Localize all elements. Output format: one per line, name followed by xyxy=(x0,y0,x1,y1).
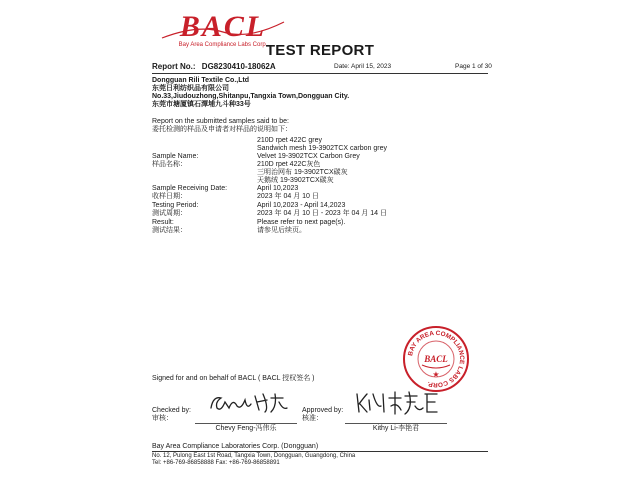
svg-text:★: ★ xyxy=(432,370,440,379)
report-number-label: Report No.: xyxy=(152,62,196,71)
report-number xyxy=(152,63,276,71)
svg-text:BAY AREA COMPLIANCE LABS CORP.: BAY AREA COMPLIANCE LABS CORP. xyxy=(407,329,466,389)
receiving-label-cn: 收样日期： xyxy=(152,193,187,200)
sample-line: 三明治网布 19-3902TCX碳灰 xyxy=(257,169,348,176)
result-label-en: Result: xyxy=(152,219,174,226)
logo-subtitle: Bay Area Compliance Labs Corp. xyxy=(178,42,268,48)
result-label-cn: 测试结果： xyxy=(152,227,187,234)
checked-signature-line xyxy=(195,423,297,424)
testing-value-en: April 10,2023 - April 14,2023 xyxy=(257,202,346,209)
checked-by-label-cn: 审核： xyxy=(152,415,173,422)
approved-by-label-en: Approved by: xyxy=(302,407,344,414)
report-date: Date: April 15, 2023 xyxy=(334,63,392,70)
sample-line: 210D rpet 422C灰色 xyxy=(257,161,321,168)
checked-by-name: Chevy Feng-冯伟乐 xyxy=(215,425,277,432)
checked-by-label-en: Checked by: xyxy=(152,407,191,414)
applicant-address-en: No.33,Jiudouzhong,Shitanpu,Tangxia Town,Dongguan City. xyxy=(152,93,350,100)
logo-word: BACL xyxy=(179,10,267,43)
result-value-en: Please refer to next page(s). xyxy=(257,219,346,226)
sample-line: 天鹅绒 19-3902TCX碳灰 xyxy=(257,177,334,184)
approved-by-label-cn: 核准： xyxy=(302,415,323,422)
footer-address: No. 12, Pulong East 1st Road, Tangxia Town, Dongguan, Guangdong, China xyxy=(152,453,356,459)
header-divider xyxy=(152,73,488,74)
checked-signature xyxy=(207,388,292,416)
approved-signature xyxy=(355,388,440,416)
result-value-cn: 请参见后续页。 xyxy=(257,227,306,234)
applicant-name-cn: 东莞日利纺织品有限公司 xyxy=(152,85,229,92)
company-seal-stamp xyxy=(402,325,470,393)
sample-line: Velvet 19-3902TCX Carbon Grey xyxy=(257,153,360,160)
applicant-address-cn: 东莞市塘厦镇石潭埔九斗种33号 xyxy=(152,101,251,108)
applicant-name-en: Dongguan Rili Textile Co.,Ltd xyxy=(152,77,250,84)
sample-name-label-en: Sample Name: xyxy=(152,153,199,160)
sample-line: 210D rpet 422C grey xyxy=(257,137,322,144)
signature-icon xyxy=(207,388,292,416)
testing-value-cn: 2023 年 04 月 10 日 - 2023 年 04 月 14 日 xyxy=(257,210,387,217)
signature-icon xyxy=(355,388,440,416)
sample-line: Sandwich mesh 19-3902TCX carbon grey xyxy=(257,145,387,152)
approved-by-name: Kithy Li-李艳君 xyxy=(372,425,420,432)
report-number-value: DG8230410-18062A xyxy=(201,62,276,71)
testing-label-cn: 测试周期： xyxy=(152,210,187,217)
page-number: Page 1 of 30 xyxy=(455,63,492,70)
footer-contact: Tel: +86-769-86858888 Fax: +86-769-86858891 xyxy=(152,460,280,466)
svg-text:BACL: BACL xyxy=(424,354,448,364)
approved-signature-line xyxy=(345,423,447,424)
receiving-label-en: Sample Receiving Date: xyxy=(152,185,228,192)
intro-cn: 委托检测的样品及申请者对样品的说明如下： xyxy=(152,126,292,133)
sample-name-label-cn: 样品名称： xyxy=(152,161,187,168)
footer-company: Bay Area Compliance Laboratories Corp. (Dongguan) xyxy=(152,443,319,450)
page-title: TEST REPORT xyxy=(265,42,375,59)
receiving-value-en: April 10,2023 xyxy=(257,185,299,192)
seal-icon xyxy=(402,325,470,393)
testing-label-en: Testing Period: xyxy=(152,202,199,209)
intro-en: Report on the submitted samples said to be: xyxy=(152,118,289,125)
signed-for-statement: Signed for and on behalf of BACL ( BACL 授权签名 ) xyxy=(152,375,315,382)
receiving-value-cn: 2023 年 04 月 10 日 xyxy=(257,193,319,200)
